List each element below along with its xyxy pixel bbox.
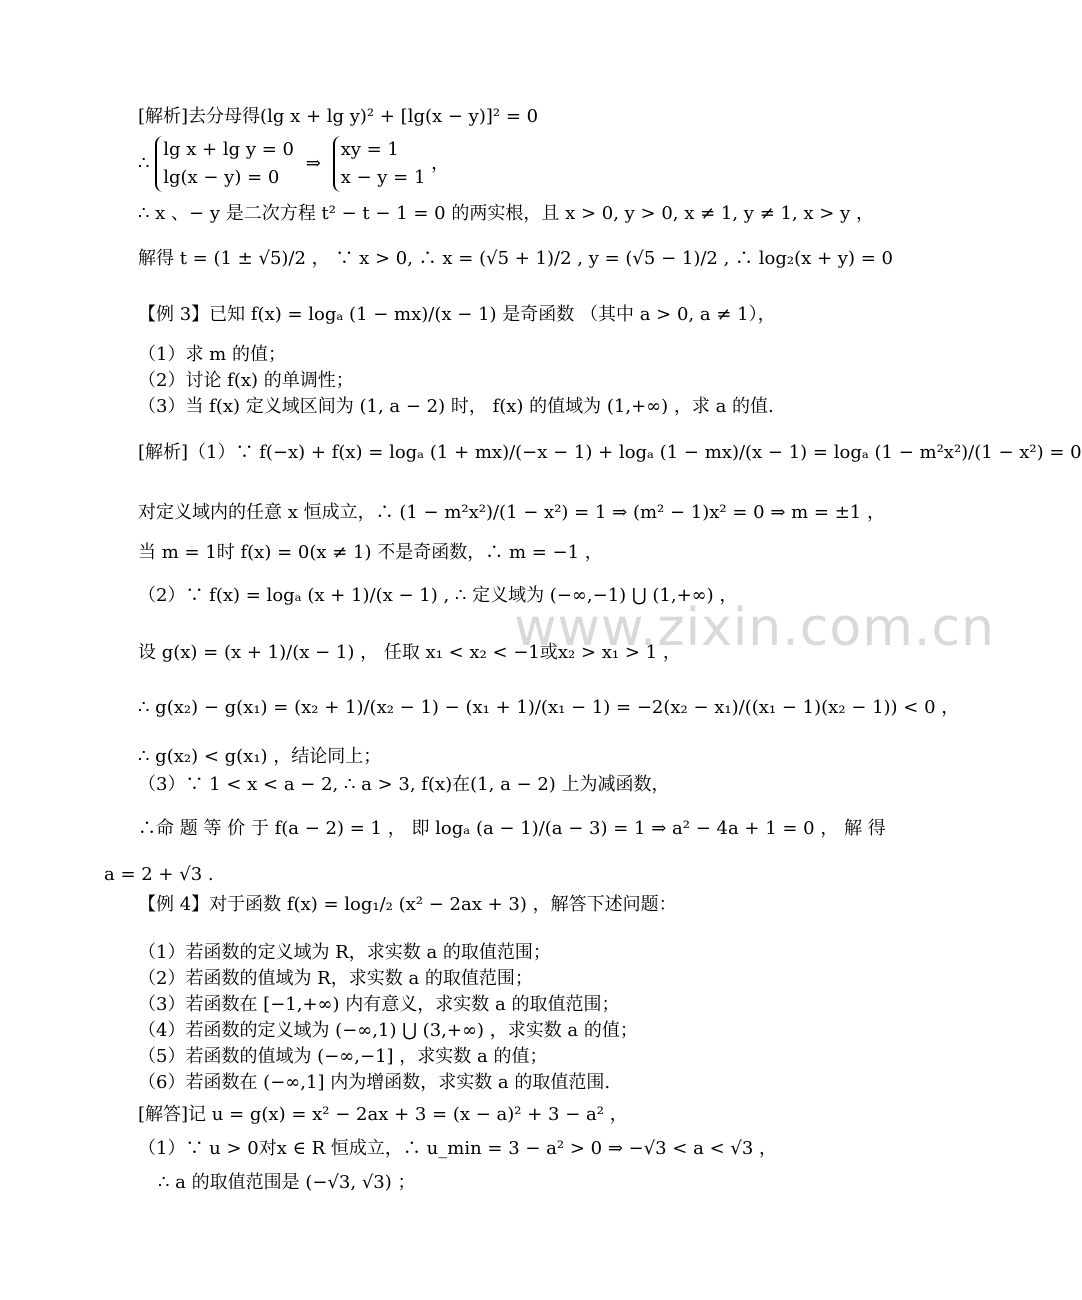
- example-3-heading: 【例 3】已知 f(x) = logₐ (1 − mx)/(x − 1) 是奇函数 （其中 a > 0, a ≠ 1），: [138, 304, 776, 325]
- example-4-q5: （5）若函数的值域为 (−∞,−1] ，求实数 a 的值；: [138, 1046, 548, 1067]
- solution-line-1: [解析]去分母得(lg x + lg y)² + [lg(x − y)]² = 0: [138, 106, 539, 127]
- example-3-solution-5: 设 g(x) = (x + 1)/(x − 1) ， 任取 x₁ < x₂ < −1或x₂ > x₁ > 1 ，: [138, 642, 681, 663]
- example-3-solution-3: 当 m = 1时 f(x) = 0(x ≠ 1) 不是奇函数，∴ m = −1 ，: [138, 542, 603, 563]
- solution-line-4: 解得 t = (1 ± √5)/2 ， ∵ x > 0, ∴ x = (√5 + 1)/2 , y = (√5 − 1)/2 , ∴ log₂(x + y) = 0: [138, 248, 893, 269]
- example-4-heading: 【例 4】对于函数 f(x) = log₁/₂ (x² − 2ax + 3) ，解答下述问题：: [138, 894, 677, 915]
- example-4-solution-2: （1）∵ u > 0对x ∈ R 恒成立，∴ u_min = 3 − a² > 0 ⇒ −√3 < a < √3 ，: [138, 1138, 778, 1159]
- system-eq-4: x − y = 1: [340, 167, 426, 188]
- example-3-solution-1: [解析]（1）∵ f(−x) + f(x) = logₐ (1 + mx)/(−x − 1) + logₐ (1 − mx)/(x − 1) = logₐ (1 − m²x²)/(1 − x²) = 0: [138, 442, 1082, 463]
- solution-line-3: ∴ x 、− y 是二次方程 t² − t − 1 = 0 的两实根，且 x > 0, y > 0, x ≠ 1, y ≠ 1, x > y ，: [138, 203, 874, 224]
- system-eq-1: lg x + lg y = 0: [163, 139, 295, 160]
- example-3-solution-9: ∴命 题 等 价 于 f(a − 2) = 1 ， 即 logₐ (a − 1)/(a − 3) = 1 ⇒ a² − 4a + 1 = 0 ， 解 得: [138, 818, 886, 839]
- example-3-solution-2: 对定义域内的任意 x 恒成立，∴ (1 − m²x²)/(1 − x²) = 1 ⇒ (m² − 1)x² = 0 ⇒ m = ±1 ，: [138, 502, 885, 523]
- example-3-solution-10: a = 2 + √3 .: [104, 864, 214, 885]
- example-4-solution-1: [解答]记 u = g(x) = x² − 2ax + 3 = (x − a)² + 3 − a² ，: [138, 1104, 628, 1125]
- example-4-q2: （2）若函数的值域为 R，求实数 a 的取值范围；: [138, 968, 533, 989]
- system-left: [155, 136, 294, 192]
- example-4-solution-3: ∴ a 的取值范围是 (−√3, √3) ；: [158, 1172, 416, 1193]
- example-4-q3: （3）若函数在 [−1,+∞) 内有意义，求实数 a 的取值范围；: [138, 994, 620, 1015]
- example-4-q1: （1）若函数的定义域为 R，求实数 a 的取值范围；: [138, 942, 551, 963]
- example-3-q1: （1）求 m 的值；: [138, 344, 286, 365]
- example-4-q4: （4）若函数的定义域为 (−∞,1) ⋃ (3,+∞) ，求实数 a 的值；: [138, 1020, 638, 1041]
- example-3-solution-8: （3）∵ 1 < x < a − 2, ∴ a > 3, f(x)在(1, a − 2) 上为减函数，: [138, 774, 670, 795]
- equation-system: ∴ lg x + lg y = 0 lg(x − y) = 0 ⇒ xy = 1 x − y = 1 ，: [138, 136, 449, 192]
- example-3-solution-6: ∴ g(x₂) − g(x₁) = (x₂ + 1)/(x₂ − 1) − (x₁ + 1)/(x₁ − 1) = −2(x₂ − x₁)/((x₁ − 1)(x₂ − 1)) < 0 ，: [138, 697, 960, 718]
- example-3-solution-7: ∴ g(x₂) < g(x₁) ，结论同上；: [138, 746, 382, 767]
- example-3-solution-4: （2）∵ f(x) = logₐ (x + 1)/(x − 1) , ∴ 定义域为 (−∞,−1) ⋃ (1,+∞) ，: [138, 585, 738, 606]
- system-eq-2: lg(x − y) = 0: [163, 167, 280, 188]
- example-3-q3: （3）当 f(x) 定义域区间为 (1, a − 2) 时， f(x) 的值域为 (1,+∞) ，求 a 的值.: [138, 396, 774, 417]
- system-right: [333, 136, 426, 192]
- system-eq-3: xy = 1: [340, 139, 399, 160]
- watermark: www.zixin.com.cn: [514, 598, 995, 658]
- example-3-q2: （2）讨论 f(x) 的单调性；: [138, 370, 354, 391]
- example-4-q6: （6）若函数在 (−∞,1] 内为增函数，求实数 a 的取值范围.: [138, 1072, 611, 1093]
